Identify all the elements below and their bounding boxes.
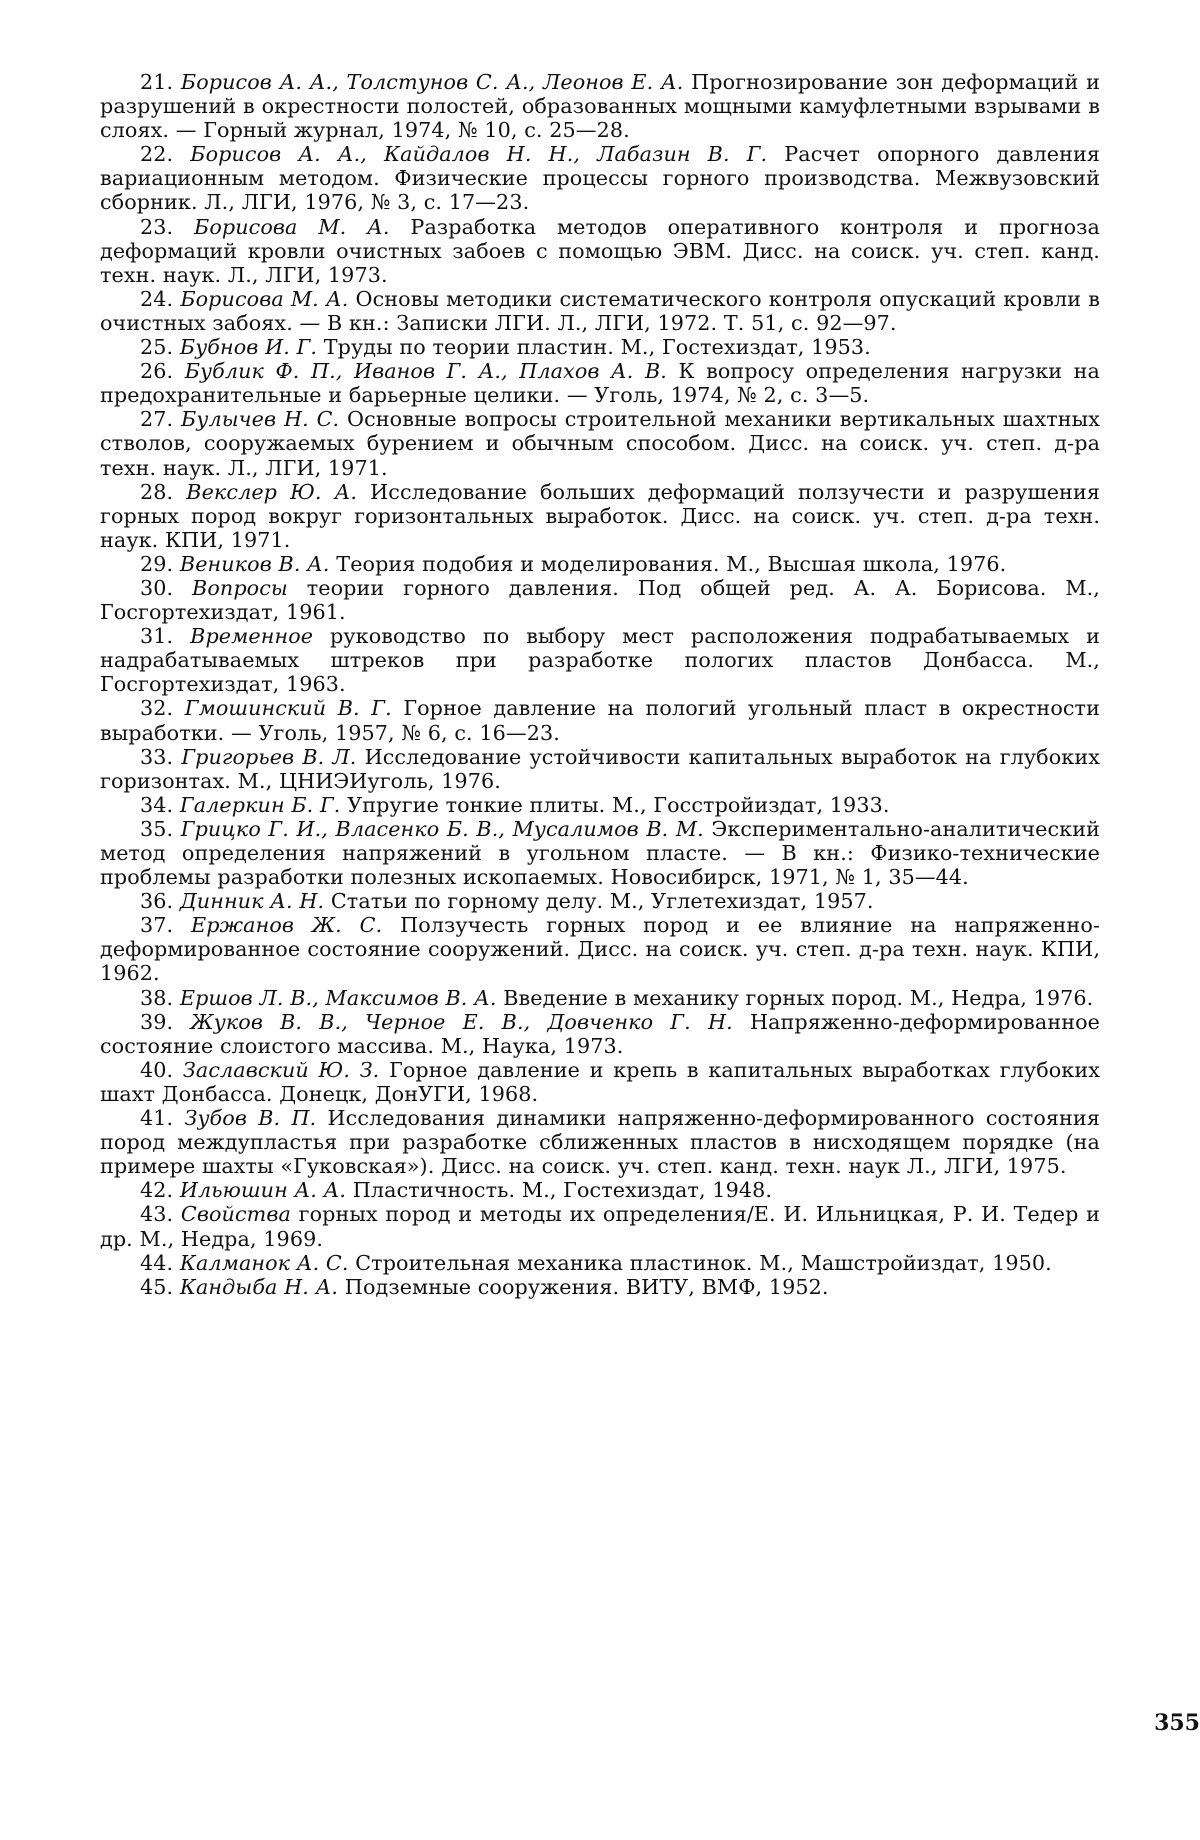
reference-text: Ползучесть горных пород и ее влияние на напряженно-деформированное состояние сооружений. Дисс. на соиск. уч. степ. д-ра техн. наук. КПИ, 1962. <box>100 913 1100 986</box>
reference-authors: Борисова М. А. <box>180 286 349 311</box>
reference-text: Исследования динамики напряженно-деформированного состояния пород междупластья при разработке сближенных пластов в нисходящем порядке (на примере шахты «Гуковская»). Дисс. на соиск. уч. степ. канд. техн. наук Л., ЛГИ, 1975. <box>100 1106 1100 1179</box>
reference-number: 33. <box>140 744 174 769</box>
reference-number: 35. <box>140 816 174 841</box>
reference-number: 29. <box>140 551 174 576</box>
reference-authors: Временное <box>190 624 314 649</box>
reference-text: Горное давление и крепь в капитальных выработках глубоких шахт Донбасса. Донецк, ДонУГИ, 1968. <box>100 1057 1100 1106</box>
reference-text: Основы методики систематического контроля опускаций кровли в очистных забоях. — В кн.: Записки ЛГИ. Л., ЛГИ, 1972. Т. 51, с. 92—97. <box>100 286 1100 335</box>
reference-authors: Борисова М. А. <box>194 214 390 239</box>
reference-text: Труды по теории пластин. М., Гостехиздат, 1953. <box>323 335 871 360</box>
reference-text: Строительная механика пластинок. М., Машстройиздат, 1950. <box>355 1250 1052 1275</box>
reference-number: 21. <box>140 70 174 94</box>
reference-authors: Бубнов И. Г. <box>179 335 318 360</box>
reference-authors: Булычев Н. С. <box>181 407 340 432</box>
reference-number: 28. <box>140 479 174 504</box>
reference-text: Разработка методов оперативного контроля и прогноза деформаций кровли очистных забоев с помощью ЭВМ. Дисс. на соиск. уч. степ. канд. техн. наук. Л., ЛГИ, 1973. <box>100 214 1100 287</box>
reference-item <box>100 552 1100 576</box>
reference-number: 24. <box>140 286 174 311</box>
reference-item <box>100 986 1100 1010</box>
reference-number: 36. <box>140 889 174 914</box>
reference-number: 45. <box>140 1274 174 1299</box>
reference-number: 31. <box>140 624 174 649</box>
reference-authors: Веников В. А. <box>179 551 330 576</box>
reference-authors: Кандыба Н. А. <box>179 1274 339 1299</box>
reference-text: горных пород и методы их определения/Е. И. Ильницкая, Р. И. Тедер и др. М., Недра, 1969. <box>100 1202 1101 1251</box>
reference-authors: Галеркин Б. Г. <box>179 792 341 817</box>
reference-item <box>100 1106 1100 1178</box>
reference-item <box>100 335 1100 359</box>
reference-item <box>100 696 1100 744</box>
reference-number: 25. <box>140 335 174 360</box>
reference-item <box>100 1275 1100 1299</box>
reference-authors: Гмошинский В. Г. <box>184 696 392 721</box>
reference-item <box>100 889 1100 913</box>
reference-item <box>100 817 1100 889</box>
reference-text: Напряженно-деформированное состояние слоистого массива. М., Наука, 1973. <box>100 1009 1100 1058</box>
reference-authors: Ержанов Ж. С. <box>191 913 383 938</box>
reference-authors: Борисов А. А., Толстунов С. А., Леонов Е. А. <box>180 70 684 94</box>
reference-text: Прогнозирование зон деформаций и разрушений в окрестности полостей, образованных мощными камуфлетными взрывами в слоях. — Горный журнал, 1974, № 10, с. 25—28. <box>100 70 1100 143</box>
reference-text: теории горного давления. Под общей ред. А. А. Борисова. М., Госгортехиздат, 1961. <box>100 575 1100 625</box>
reference-text: Упругие тонкие плиты. М., Госстройиздат, 1933. <box>347 792 890 817</box>
reference-number: 39. <box>140 1009 174 1034</box>
reference-number: 41. <box>140 1106 174 1131</box>
reference-number: 37. <box>140 913 174 938</box>
reference-item <box>100 287 1100 335</box>
reference-authors: Григорьев В. Л. <box>181 744 357 769</box>
reference-item <box>100 913 1100 985</box>
reference-number: 42. <box>140 1178 174 1203</box>
reference-number: 23. <box>140 214 174 239</box>
reference-item <box>100 480 1100 552</box>
reference-number: 40. <box>140 1057 174 1082</box>
reference-item <box>100 70 1100 142</box>
reference-item <box>100 624 1100 696</box>
reference-text: Статьи по горному делу. М., Углетехиздат, 1957. <box>330 889 874 914</box>
reference-text: Горное давление на пологий угольный пласт в окрестности выработки. — Уголь, 1957, № 6, с. 16—23. <box>100 696 1100 745</box>
reference-authors: Динник А. Н. <box>179 889 325 914</box>
page-number: 355 <box>1154 1710 1200 1736</box>
reference-number: 30. <box>140 575 174 600</box>
reference-text: Подземные сооружения. ВИТУ, ВМФ, 1952. <box>344 1274 829 1299</box>
reference-authors: Грицко Г. И., Власенко Б. В., Мусалимов В. М. <box>180 816 704 841</box>
reference-item <box>100 793 1100 817</box>
reference-text: руководство по выбору мест расположения подрабатываемых и надрабатываемых штреков при разработке пологих пластов Донбасса. М., Госгортехиздат, 1963. <box>100 624 1100 697</box>
reference-number: 22. <box>140 142 174 167</box>
reference-authors: Вопросы <box>192 575 288 600</box>
reference-item <box>100 215 1100 287</box>
reference-number: 44. <box>140 1250 174 1275</box>
reference-text: К вопросу определения нагрузки на предохранительные и барьерные целики. — Уголь, 1974, № 2, с. 3—5. <box>100 359 1100 408</box>
reference-text: Расчет опорного давления вариационным методом. Физические процессы горного производства. Межвузовский сборник. Л., ЛГИ, 1976, № 3, с. 17—23. <box>100 142 1101 215</box>
reference-item <box>100 1010 1100 1058</box>
reference-authors: Жуков В. В., Черное Е. В., Довченко Г. Н. <box>190 1009 733 1034</box>
reference-authors: Ершов Л. В., Максимов В. А. <box>179 985 497 1010</box>
reference-text: Пластичность. М., Гостехиздат, 1948. <box>352 1178 773 1203</box>
reference-item <box>100 1251 1100 1275</box>
reference-number: 43. <box>140 1202 174 1227</box>
reference-item <box>100 1058 1100 1106</box>
reference-item <box>100 745 1100 793</box>
reference-item <box>100 142 1100 214</box>
reference-text: Экспериментально-аналитический метод определения напряжений в угольном пласте. — В кн.: Физико-технические проблемы разработки полезных ископаемых. Новосибирск, 1971, № 1, 35—44. <box>100 816 1100 890</box>
reference-text: Введение в механику горных пород. М., Недра, 1976. <box>503 985 1094 1010</box>
reference-text: Исследование устойчивости капитальных выработок на глубоких горизонтах. М., ЦНИЭИуголь, 1976. <box>100 744 1100 793</box>
reference-list <box>100 70 1100 1299</box>
reference-item <box>100 1202 1100 1250</box>
reference-number: 34. <box>140 792 174 817</box>
reference-number: 38. <box>140 985 174 1010</box>
reference-authors: Борисов А. А., Кайдалов Н. Н., Лабазин В. Г. <box>190 142 768 167</box>
reference-text: Исследование больших деформаций ползучести и разрушения горных пород вокруг горизонтальных выработок. Дисс. на соиск. уч. степ. д-ра техн. наук. КПИ, 1971. <box>100 479 1100 552</box>
reference-authors: Свойства <box>180 1202 291 1227</box>
reference-authors: Зубов В. П. <box>184 1106 317 1131</box>
reference-authors: Калманок А. С. <box>179 1250 349 1275</box>
reference-number: 32. <box>140 696 174 721</box>
reference-authors: Бублик Ф. П., Иванов Г. А., Плахов А. В. <box>184 359 667 384</box>
reference-item <box>100 1178 1100 1202</box>
reference-number: 27. <box>140 407 174 432</box>
reference-item <box>100 407 1100 479</box>
page <box>100 70 1100 1299</box>
reference-item <box>100 576 1100 624</box>
reference-text: Основные вопросы строительной механики вертикальных шахтных стволов, сооружаемых бурением и обычным способом. Дисс. на соиск. уч. степ. д-ра техн. наук. Л., ЛГИ, 1971. <box>100 407 1100 480</box>
reference-authors: Векслер Ю. А. <box>186 479 358 504</box>
reference-authors: Ильюшин А. А. <box>179 1178 347 1203</box>
reference-number: 26. <box>140 359 174 384</box>
reference-authors: Заславский Ю. З. <box>182 1057 380 1082</box>
reference-item <box>100 359 1100 407</box>
reference-text: Теория подобия и моделирования. М., Высшая школа, 1976. <box>336 551 1007 576</box>
